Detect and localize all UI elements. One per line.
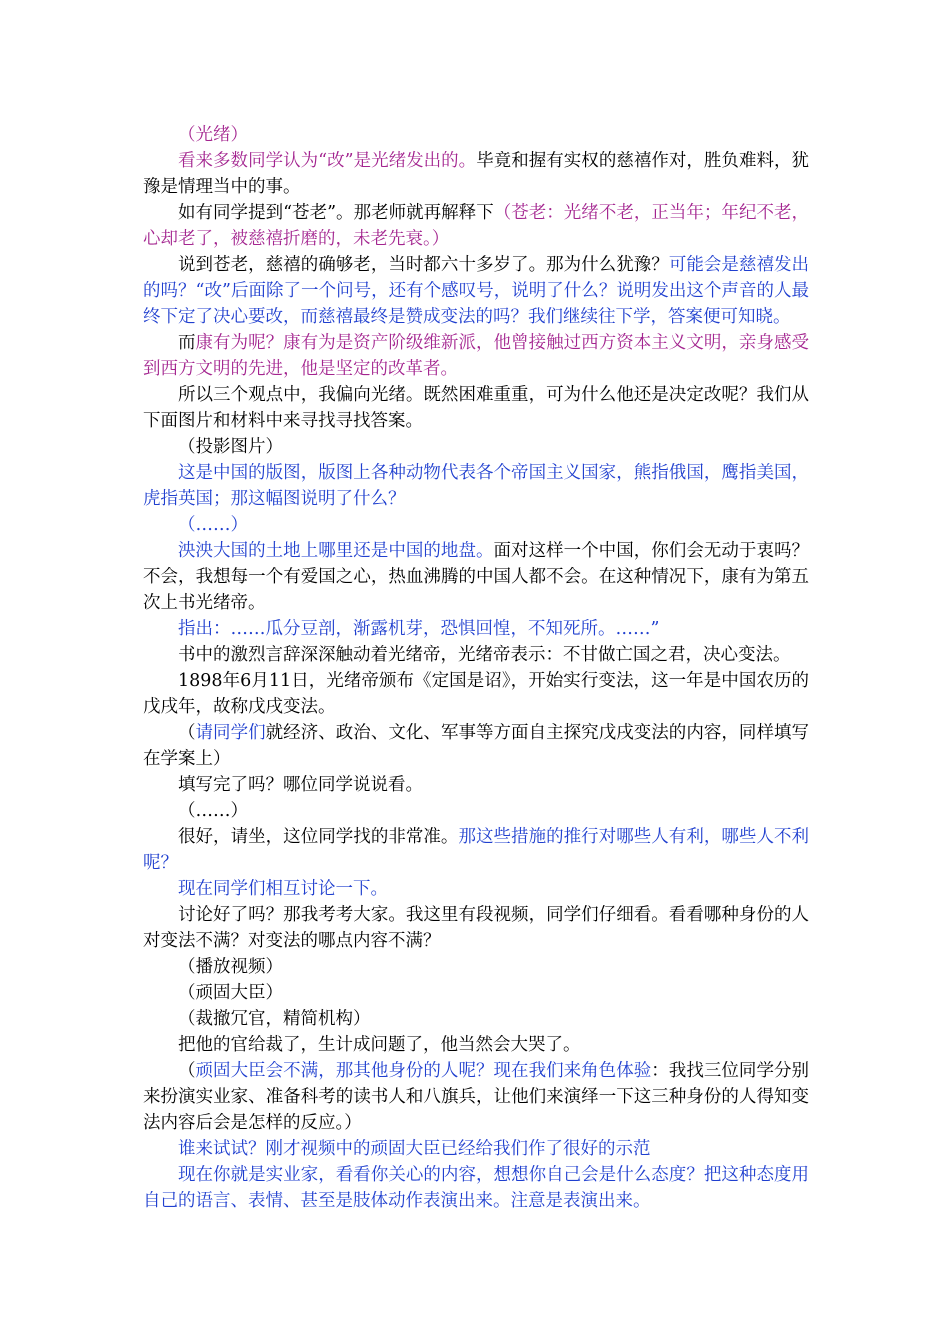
paragraph	[143, 876, 809, 902]
paragraph	[143, 330, 809, 382]
text-segment: 填写完了吗？哪位同学说说看。	[178, 775, 423, 795]
text-segment: 就经济、政治、文化、军事等方面自主探究戊戌变法的内容，同样填写在学案上）	[143, 723, 810, 769]
text-segment: （顽固大臣）	[178, 983, 283, 1003]
text-segment: 1898年6月11日，光绪帝颁布《定国是诏》，开始实行变法，这一年是中国农历的戊戌年，故称戊戌变法。	[143, 671, 809, 717]
paragraph	[143, 616, 809, 642]
paragraph	[143, 902, 809, 954]
text-segment: 现在你就是实业家，看看你关心的内容，想想你自己会是什么态度？把这种态度用自己的语言、表情、甚至是肢体动作表演出来。注意是表演出来。	[143, 1165, 809, 1211]
text-segment: 面对这样一个中国，你们会无动于衷吗？不会，我想每一个有爱国之心，热血沸腾的中国人都不会。在这种情况下，康有为第五次上书光绪帝。	[143, 541, 810, 613]
paragraph	[143, 252, 809, 330]
paragraph	[143, 720, 809, 772]
text-segment: 所以三个观点中，我偏向光绪。既然困难重重，可为什么他还是决定改呢？我们从下面图片和材料中来寻找寻找答案。	[143, 385, 809, 431]
paragraph	[143, 382, 809, 434]
paragraph	[143, 1006, 809, 1032]
text-segment: 泱泱大国的土地上哪里还是中国的地盘。	[178, 541, 494, 561]
text-segment: 很好，请坐，这位同学找的非常准。	[178, 827, 459, 847]
text-segment: 看来多数同学认为“改”是光绪发出的。	[178, 151, 477, 171]
text-segment: 顽固大臣会不满，那其他身份的人呢？现在我们来角色体验	[195, 1061, 652, 1081]
text-segment: 讨论好了吗？那我考考大家。我这里有段视频，同学们仔细看。看看哪种身份的人对变法不满？对变法的哪点内容不满？	[143, 905, 809, 951]
paragraph	[143, 824, 809, 876]
paragraph	[143, 668, 809, 720]
text-segment: 那这些措施的推行对哪些人有利，哪些人不利呢？	[143, 827, 810, 873]
text-segment: 如有同学提到“苍老”。那老师就再解释下	[178, 203, 494, 223]
text-segment: ：我找三位同学分别来扮演实业家、准备科考的读书人和八旗兵，让他们来演绎一下这三种身份的人得知变法内容后会是怎样的反应。）	[143, 1061, 810, 1133]
text-segment: （	[178, 723, 196, 743]
text-segment: （裁撤冗官，精简机构）	[178, 1009, 371, 1029]
paragraph	[143, 538, 809, 616]
paragraph	[143, 148, 809, 200]
paragraph	[143, 1032, 809, 1058]
paragraph	[143, 980, 809, 1006]
text-segment: 现在同学们相互讨论一下。	[178, 879, 388, 899]
text-segment: （光绪）	[178, 125, 248, 145]
text-segment: （……）	[178, 801, 248, 821]
paragraph	[143, 122, 809, 148]
paragraph	[143, 1136, 809, 1162]
text-segment: （苍老：光绪不老，正当年；年纪不老，心却老了，被慈禧折磨的，未老先衰。）	[143, 203, 809, 249]
paragraph	[143, 1162, 809, 1214]
text-segment: 而	[178, 333, 196, 353]
text-segment: （投影图片）	[178, 437, 283, 457]
text-segment: （播放视频）	[178, 957, 283, 977]
text-segment: （	[178, 1061, 196, 1081]
text-segment: （……）	[178, 515, 248, 535]
paragraph	[143, 1058, 809, 1136]
text-segment: 谁来试试？刚才视频中的顽固大臣已经给我们作了很好的示范	[178, 1139, 651, 1159]
text-segment: 把他的官给裁了，生计成问题了，他当然会大哭了。	[178, 1035, 581, 1055]
text-segment: 可能会是慈禧发出的吗？“改”后面除了一个问号，还有个感叹号，说明了什么？说明发出这个声音的人最终下定了决心要改，而慈禧最终是赞成变法的吗？我们继续往下学，答案便可知晓。	[143, 255, 810, 327]
text-segment: 这是中国的版图，版图上各种动物代表各个帝国主义国家，熊指俄国，鹰指美国，虎指英国；那这幅图说明了什么？	[143, 463, 809, 509]
text-segment: 书中的激烈言辞深深触动着光绪帝，光绪帝表示：不甘做亡国之君，决心变法。	[178, 645, 791, 665]
paragraph	[143, 200, 809, 252]
paragraph	[143, 772, 809, 798]
paragraph	[143, 434, 809, 460]
document-page	[143, 122, 809, 1214]
paragraph	[143, 512, 809, 538]
text-segment: 说到苍老，慈禧的确够老，当时都六十多岁了。那为什么犹豫？	[178, 255, 669, 275]
paragraph	[143, 642, 809, 668]
paragraph	[143, 460, 809, 512]
paragraph	[143, 954, 809, 980]
text-segment: 毕竟和握有实权的慈禧作对，胜负难料，犹豫是情理当中的事。	[143, 151, 809, 197]
paragraph	[143, 798, 809, 824]
text-segment: 指出：……瓜分豆剖，渐露机芽，恐惧回惶，不知死所。……”	[178, 619, 660, 639]
text-segment: 请同学们	[195, 723, 266, 743]
text-segment: 康有为呢？康有为是资产阶级维新派，他曾接触过西方资本主义文明，亲身感受到西方文明的先进，他是坚定的改革者。	[143, 333, 809, 379]
